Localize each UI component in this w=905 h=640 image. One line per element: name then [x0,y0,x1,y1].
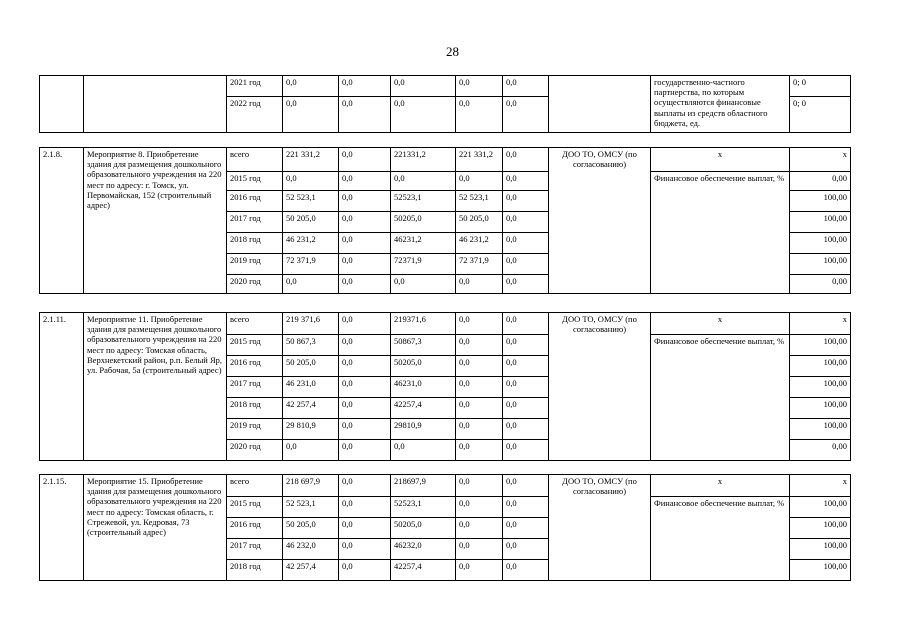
year-cell: 2016 год [227,191,283,212]
total-cell: 46 232,0 [283,539,339,560]
extra-cell: 0,0 [503,539,549,560]
federal-cell: 0,0 [339,254,391,275]
total-cell: 0,0 [283,172,339,191]
local-cell: 0,0 [456,172,503,191]
regional-cell: 50205,0 [391,356,456,377]
executor-cell: ДОО ТО, ОМСУ (по согласованию) [549,313,651,461]
regional-cell: 0,0 [391,172,456,191]
year-cell: 2015 год [227,335,283,356]
local-cell: 0,0 [456,497,503,518]
year-cell: 2021 год [227,76,283,97]
value-cell: x [790,475,851,497]
total-cell: 42 257,4 [283,560,339,581]
extra-cell: 0,0 [503,233,549,254]
regional-cell: 0,0 [391,440,456,461]
regional-cell: 50205,0 [391,212,456,233]
measure-number: 2.1.11. [40,313,84,461]
local-cell: 0,0 [456,377,503,398]
regional-cell: 0,0 [391,76,456,97]
year-cell: 2017 год [227,212,283,233]
local-cell: 0,0 [456,518,503,539]
value-cell: 100,00 [790,539,851,560]
year-cell: 2016 год [227,518,283,539]
extra-cell: 0,0 [503,497,549,518]
local-cell: 0,0 [456,539,503,560]
total-cell: 0,0 [283,76,339,97]
total-cell: 50 205,0 [283,356,339,377]
value-cell: 100,00 [790,419,851,440]
local-cell: 0,0 [456,560,503,581]
total-cell: 0,0 [283,275,339,294]
year-cell: 2019 год [227,419,283,440]
year-cell: 2015 год [227,172,283,191]
value-cell: 100,00 [790,356,851,377]
federal-cell: 0,0 [339,76,391,97]
total-cell: 218 697,9 [283,475,339,497]
page-number: 28 [446,44,459,59]
table-row [40,148,851,172]
regional-cell: 219371,6 [391,313,456,335]
regional-cell: 46231,0 [391,377,456,398]
federal-cell: 0,0 [339,419,391,440]
federal-cell: 0,0 [339,475,391,497]
regional-cell: 52523,1 [391,497,456,518]
extra-cell: 0,0 [503,275,549,294]
value-cell: 100,00 [790,212,851,233]
extra-cell: 0,0 [503,356,549,377]
value-cell: x [790,313,851,335]
year-cell: 2020 год [227,440,283,461]
regional-cell: 50205,0 [391,518,456,539]
extra-cell: 0,0 [503,148,549,172]
regional-cell: 29810,9 [391,419,456,440]
local-cell: 0,0 [456,76,503,97]
indicator-x-cell: x [651,148,790,172]
indicator-cell: Финансовое обеспечение выплат, % [651,335,790,461]
federal-cell: 0,0 [339,172,391,191]
total-cell: 52 523,1 [283,191,339,212]
total-cell: 50 205,0 [283,212,339,233]
table-row [40,475,851,497]
measure-number: 2.1.8. [40,148,84,294]
year-cell: 2018 год [227,560,283,581]
local-cell: 0,0 [456,97,503,133]
federal-cell: 0,0 [339,313,391,335]
extra-cell: 0,0 [503,419,549,440]
measure-table-2-1-11 [39,312,851,461]
federal-cell: 0,0 [339,539,391,560]
year-cell: всего [227,475,283,497]
regional-cell: 218697,9 [391,475,456,497]
year-cell: 2017 год [227,539,283,560]
local-cell: 52 523,1 [456,191,503,212]
extra-cell: 0,0 [503,335,549,356]
federal-cell: 0,0 [339,356,391,377]
year-cell: 2020 год [227,275,283,294]
local-cell: 0,0 [456,398,503,419]
regional-cell: 0,0 [391,275,456,294]
extra-cell: 0,0 [503,440,549,461]
federal-cell: 0,0 [339,398,391,419]
total-cell: 46 231,2 [283,233,339,254]
value-cell: 100,00 [790,497,851,518]
indicator-x-cell: x [651,475,790,497]
federal-cell: 0,0 [339,148,391,172]
value-cell: 100,00 [790,518,851,539]
extra-cell: 0,0 [503,560,549,581]
indicator-x-cell: x [651,313,790,335]
executor-cell: ДОО ТО, ОМСУ (по согласованию) [549,148,651,294]
total-cell: 50 867,3 [283,335,339,356]
value-cell: 100,00 [790,254,851,275]
local-cell: 221 331,2 [456,148,503,172]
total-cell: 221 331,2 [283,148,339,172]
year-cell: 2016 год [227,356,283,377]
federal-cell: 0,0 [339,335,391,356]
local-cell: 0,0 [456,356,503,377]
measure-name: Мероприятие 11. Приобретение здания для размещения дошкольного образовательного учреждения на 220 мест по адресу: Томская область, Верхнекетский район, р.п. Белый Яр, ул. Рабочая, 5а (строительный адрес) [84,313,227,461]
total-cell: 42 257,4 [283,398,339,419]
local-cell: 0,0 [456,475,503,497]
value-cell: 0,00 [790,172,851,191]
regional-cell: 221331,2 [391,148,456,172]
total-cell: 52 523,1 [283,497,339,518]
year-cell: 2022 год [227,97,283,133]
extra-cell: 0,0 [503,398,549,419]
local-cell: 0,0 [456,275,503,294]
federal-cell: 0,0 [339,377,391,398]
value-cell: 100,00 [790,560,851,581]
value-cell: 100,00 [790,398,851,419]
federal-cell: 0,0 [339,275,391,294]
indicator-cell: государственно-частного партнерства, по которым осуществляются финансовые выплаты из средств областного бюджета, ед. [651,76,790,133]
local-cell: 0,0 [456,440,503,461]
total-cell: 219 371,6 [283,313,339,335]
year-cell: 2015 год [227,497,283,518]
year-cell: всего [227,148,283,172]
year-cell: всего [227,313,283,335]
table-row [40,313,851,335]
total-cell: 46 231,0 [283,377,339,398]
extra-cell: 0,0 [503,518,549,539]
measure-table-2-1-15 [39,474,851,581]
federal-cell: 0,0 [339,97,391,133]
federal-cell: 0,0 [339,560,391,581]
extra-cell: 0,0 [503,254,549,275]
extra-cell: 0,0 [503,377,549,398]
extra-cell: 0,0 [503,475,549,497]
extra-cell: 0,0 [503,76,549,97]
regional-cell: 50867,3 [391,335,456,356]
top-continuation-table [39,75,851,133]
measure-number: 2.1.15. [40,475,84,581]
total-cell: 0,0 [283,440,339,461]
extra-cell: 0,0 [503,97,549,133]
indicator-cell: Финансовое обеспечение выплат, % [651,497,790,581]
federal-cell: 0,0 [339,440,391,461]
value-cell: 0; 0 [790,97,851,133]
local-cell: 0,0 [456,419,503,440]
regional-cell: 42257,4 [391,560,456,581]
value-cell: 0; 0 [790,76,851,97]
measure-name: Мероприятие 15. Приобретение здания для размещения дошкольного образовательного учреждения на 220 мест по адресу: Томская область, г. Стрежевой, ул. Кедровая, 73 (строительный адрес) [84,475,227,581]
regional-cell: 0,0 [391,97,456,133]
regional-cell: 72371,9 [391,254,456,275]
executor-cell: ДОО ТО, ОМСУ (по согласованию) [549,475,651,581]
local-cell: 72 371,9 [456,254,503,275]
federal-cell: 0,0 [339,497,391,518]
local-cell: 0,0 [456,335,503,356]
year-cell: 2019 год [227,254,283,275]
extra-cell: 0,0 [503,212,549,233]
value-cell: x [790,148,851,172]
year-cell: 2018 год [227,398,283,419]
total-cell: 50 205,0 [283,518,339,539]
total-cell: 29 810,9 [283,419,339,440]
regional-cell: 46231,2 [391,233,456,254]
measure-table-2-1-8 [39,147,851,294]
extra-cell: 0,0 [503,313,549,335]
value-cell: 100,00 [790,377,851,398]
value-cell: 100,00 [790,335,851,356]
local-cell: 46 231,2 [456,233,503,254]
federal-cell: 0,0 [339,191,391,212]
total-cell: 0,0 [283,97,339,133]
regional-cell: 42257,4 [391,398,456,419]
total-cell: 72 371,9 [283,254,339,275]
value-cell: 0,00 [790,275,851,294]
regional-cell: 46232,0 [391,539,456,560]
extra-cell: 0,0 [503,172,549,191]
extra-cell: 0,0 [503,191,549,212]
value-cell: 100,00 [790,233,851,254]
federal-cell: 0,0 [339,212,391,233]
year-cell: 2018 год [227,233,283,254]
local-cell: 0,0 [456,313,503,335]
local-cell: 50 205,0 [456,212,503,233]
indicator-cell: Финансовое обеспечение выплат, % [651,172,790,294]
regional-cell: 52523,1 [391,191,456,212]
federal-cell: 0,0 [339,233,391,254]
federal-cell: 0,0 [339,518,391,539]
table-row [40,76,851,97]
measure-name: Мероприятие 8. Приобретение здания для размещения дошкольного образовательного учреждения на 220 мест по адресу: г. Томск, ул. Первомайская, 152 (строительный адрес) [84,148,227,294]
value-cell: 100,00 [790,191,851,212]
year-cell: 2017 год [227,377,283,398]
value-cell: 0,00 [790,440,851,461]
